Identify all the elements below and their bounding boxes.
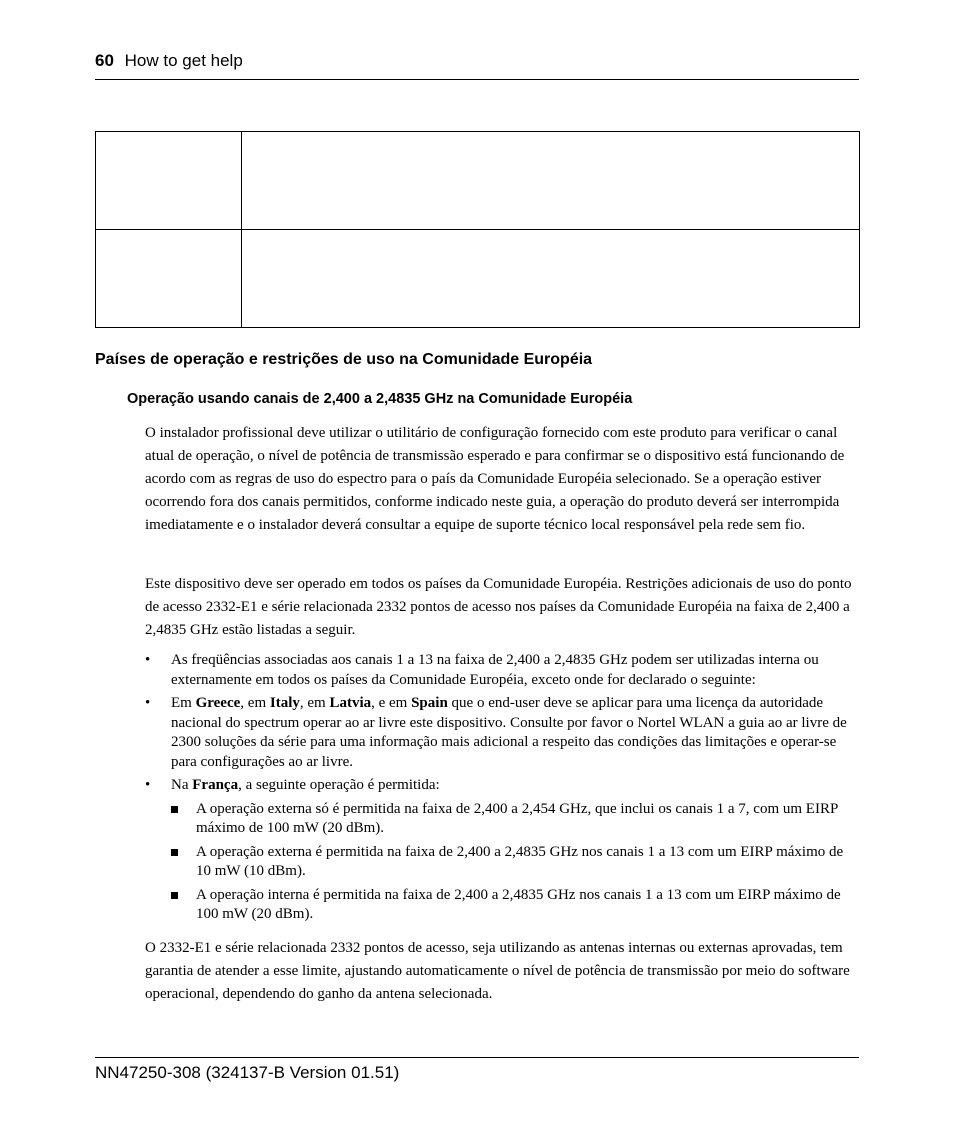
bullet-marker: • (145, 652, 151, 668)
table-row (96, 132, 860, 230)
square-bullet-icon (171, 849, 178, 856)
sub-list-item-text: A operação externa é permitida na faixa de 2,400 a 2,4835 GHz nos canais 1 a 13 com um EIRP máximo de 10 mW (10 dBm). (196, 843, 844, 879)
list-item-text: , e em (371, 695, 412, 711)
empty-table (95, 131, 860, 328)
paragraph-device: Este dispositivo deve ser operado em todos os países da Comunidade Européia. Restrições adicionais de uso do ponto de acesso 2332-E1 e série relacionada 2332 pontos de acesso nos países da Comunidade Européia na faixa de 2,400 a 2,4835 GHz estão listadas a seguir. (145, 576, 852, 638)
france-sublist (171, 800, 860, 925)
bullet-marker: • (145, 695, 151, 711)
bullet-marker: • (145, 777, 151, 793)
sub-list-item (171, 843, 860, 882)
table-cell (96, 132, 242, 230)
section-subheading: Operação usando canais de 2,400 a 2,4835 GHz na Comunidade Européia (127, 391, 633, 407)
list-item-text: que o end-user deve se aplicar para uma licença da autoridade nacional do spectrum operar ao ar livre este dispositivo. Consulte por favor o Nortel WLAN a guia ao ar livre de 2300 soluções da série para uma informação mais adicional a respeito das condições das limitações e operar-se para configurações ao ar livre. (171, 695, 847, 770)
paragraph-installer: O instalador profissional deve utilizar o utilitário de configuração fornecido com este produto para verificar o canal atual de operação, o nível de potência de transmissão esperado e para confirmar se o dispositivo está funcionando de acordo com as regras de uso do espectro para o país da Comunidade Européia selecionado. Se a operação estiver ocorrendo fora dos canais permitidos, conforme indicado neste guia, a operação do produto deverá ser interrompida imediatamente e o instalador deverá consultar a equipe de suporte técnico local responsável pela rede sem fio. (145, 425, 845, 533)
sub-list-item (171, 800, 860, 839)
square-bullet-icon (171, 806, 178, 813)
header-title: How to get help (124, 51, 243, 70)
table-cell (96, 230, 242, 328)
page-footer (95, 1057, 859, 1083)
paragraph-guarantee: O 2332-E1 e série relacionada 2332 pontos de acesso, seja utilizando as antenas internas ou externas aprovadas, tem garantia de atender a esse limite, ajustando automaticamente o nível de potência de transmissão por meio do software operacional, dependendo do ganho da antena selecionada. (145, 940, 850, 1002)
list-item (145, 776, 860, 925)
page-number: 60 (95, 51, 114, 70)
country-latvia: Latvia (329, 695, 372, 711)
table-cell (242, 230, 860, 328)
sub-list-item-text: A operação externa só é permitida na faixa de 2,400 a 2,454 GHz, que inclui os canais 1 a 7, com um EIRP máximo de 100 mW (20 dBm). (196, 800, 838, 836)
restrictions-list (145, 651, 860, 929)
country-spain: Spain (411, 695, 448, 711)
list-item (145, 651, 860, 690)
table-cell (242, 132, 860, 230)
list-item-text: Em (171, 695, 196, 711)
sub-list-item (171, 886, 860, 925)
footer-doc-id: NN47250-308 (324137-B Version 01.51) (95, 1063, 400, 1082)
list-item (145, 694, 860, 772)
square-bullet-icon (171, 892, 178, 899)
list-item-text: , a seguinte operação é permitida: (238, 777, 440, 793)
country-greece: Greece (195, 695, 241, 711)
table-row (96, 230, 860, 328)
list-item-text: , em (240, 695, 270, 711)
list-item-text: , em (299, 695, 330, 711)
section-heading: Países de operação e restrições de uso na Comunidade Européia (95, 351, 593, 368)
country-italy: Italy (269, 695, 300, 711)
list-item-text: As freqüências associadas aos canais 1 a 13 na faixa de 2,400 a 2,4835 GHz podem ser utilizadas interna ou externamente em todos os países da Comunidade Européia, exceto onde for declarado o seguinte: (171, 652, 819, 688)
sub-list-item-text: A operação interna é permitida na faixa de 2,400 a 2,4835 GHz nos canais 1 a 13 com um EIRP máximo de 100 mW (20 dBm). (196, 886, 841, 922)
country-franca: França (192, 777, 239, 793)
page-header (95, 51, 859, 80)
list-item-text: Na (171, 777, 193, 793)
